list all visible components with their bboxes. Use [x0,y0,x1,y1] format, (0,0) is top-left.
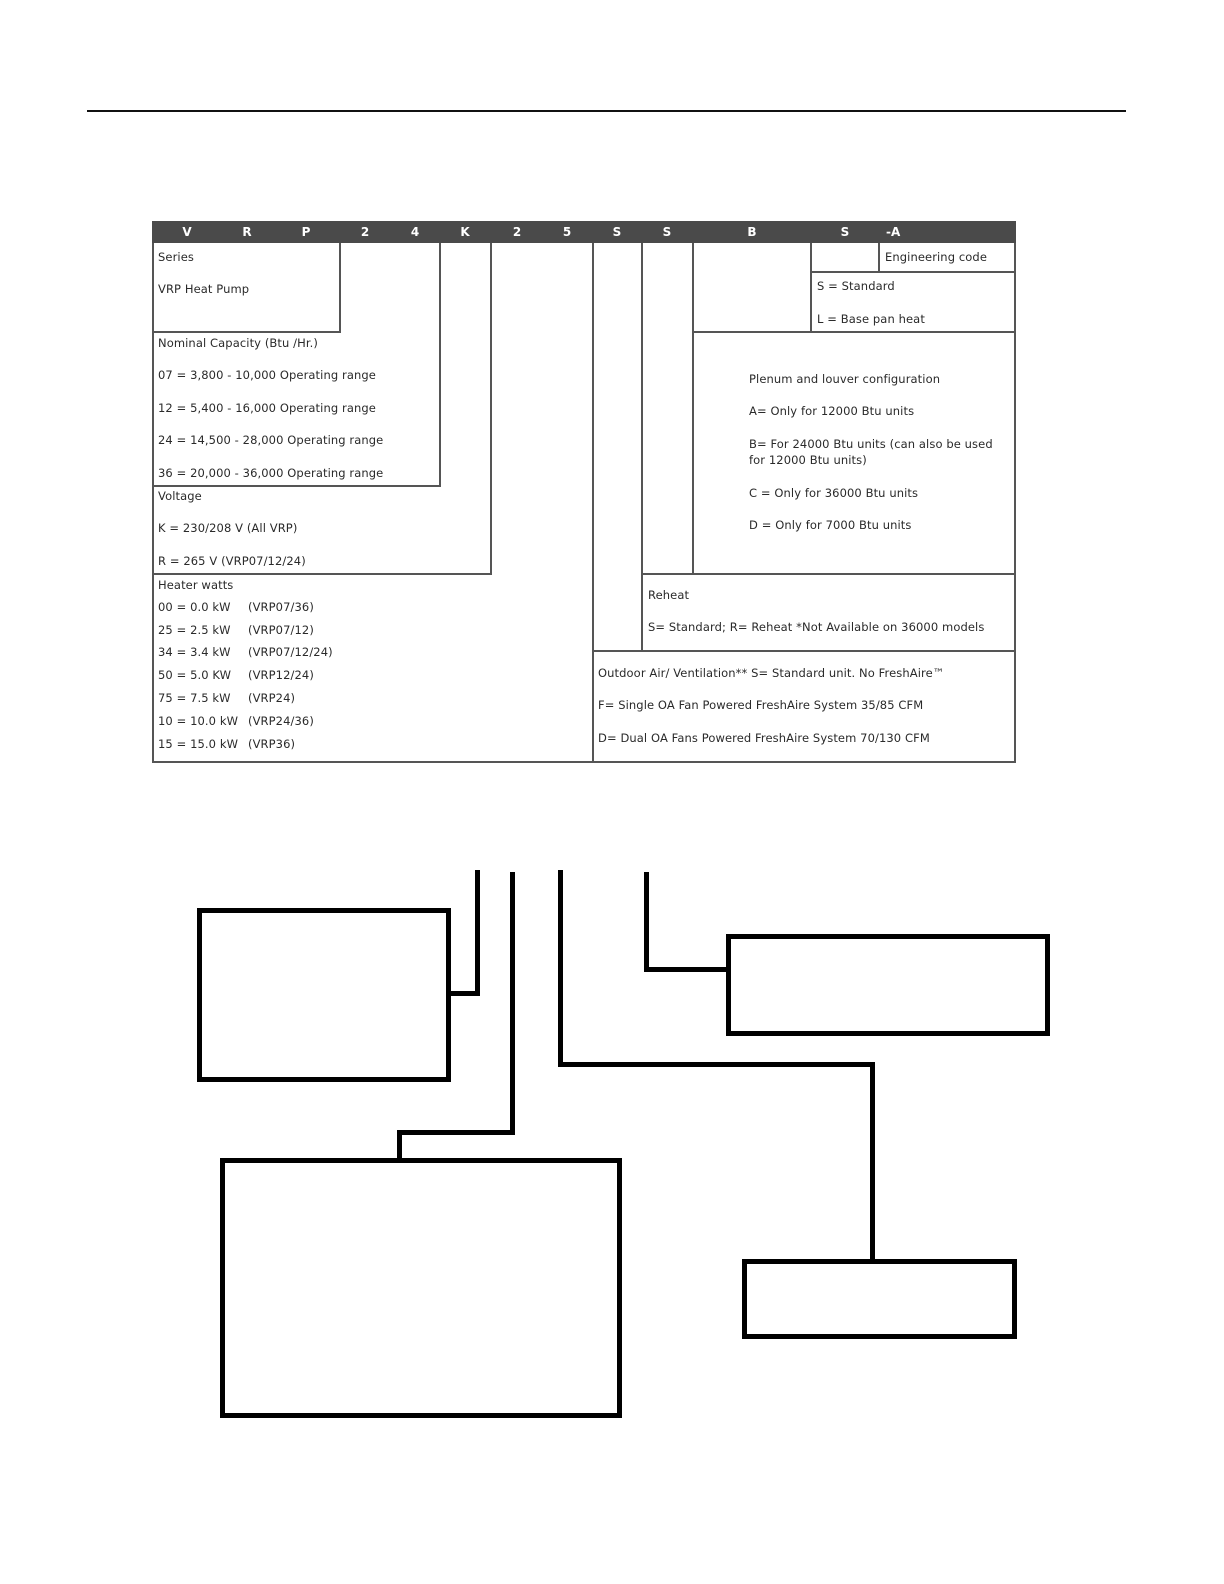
series-right-line [339,243,341,332]
connector-line-1-vertical [475,870,480,996]
capacity-line: 36 = 20,000 - 36,000 Operating range [158,466,384,480]
plenum-line: for 12000 Btu units) [749,453,867,467]
series-bottom-line [152,331,341,333]
voltage-bottom-line [152,573,492,575]
heater-code: 25 = 2.5 kW [158,623,231,637]
heater-models: (VRP07/12/24) [248,645,333,659]
series-title: Series [158,250,194,264]
code-letter-p: P [301,225,311,239]
heater-right-line [592,243,594,762]
plenum-line: D = Only for 7000 Btu units [749,518,912,532]
capacity-line: 24 = 14,500 - 28,000 Operating range [158,433,384,447]
connector-line-2-drop [397,1130,402,1160]
heater-code: 10 = 10.0 kW [158,714,239,728]
code-digit-4: 4 [410,225,420,239]
heater-models: (VRP24/36) [248,714,314,728]
basepan-bottom-line [692,331,1016,333]
callout-box-top-right [726,934,1050,1036]
plenum-left-line [692,243,694,574]
outdoor-air-line: F= Single OA Fan Powered FreshAire System 35/85 CFM [598,698,924,712]
capacity-line: 07 = 3,800 - 10,000 Operating range [158,368,376,382]
code-letter-v: V [182,225,192,239]
code-digit-2b: 2 [512,225,522,239]
voltage-right-line [490,243,492,574]
engineering-left-line [878,243,880,272]
callout-box-bottom-left [220,1158,622,1418]
heater-code: 75 = 7.5 kW [158,691,231,705]
connector-line-1-horizontal [450,991,480,996]
plenum-bottom-line [641,573,1016,575]
outdoor-air-line: D= Dual OA Fans Powered FreshAire System 70/130 CFM [598,731,930,745]
code-letter-s3: S [840,225,850,239]
heater-code: 50 = 5.0 KW [158,668,232,682]
heater-code: 15 = 15.0 kW [158,737,239,751]
plenum-line: A= Only for 12000 Btu units [749,404,915,418]
outdoor-air-line: Outdoor Air/ Ventilation** S= Standard unit. No FreshAire™ [598,666,945,680]
code-digit-5: 5 [562,225,572,239]
reheat-bottom-line [592,650,1016,652]
connector-line-4-horizontal [644,967,728,972]
engineering-bottom-line [810,271,1016,273]
code-letter-r: R [242,225,252,239]
connector-line-3-drop [870,1062,875,1260]
heater-code: 34 = 3.4 kW [158,645,231,659]
heater-code: 00 = 0.0 kW [158,600,231,614]
capacity-right-line [439,243,441,486]
code-letter-s2: S [662,225,672,239]
connector-line-2-horizontal [397,1130,515,1135]
code-suffix-a: -A [886,225,901,239]
capacity-bottom-line [152,485,441,487]
engineering-code-label: Engineering code [885,250,987,264]
basepan-left-line [810,243,812,332]
callout-box-top-left [197,908,451,1082]
basepan-line: S = Standard [817,279,895,293]
capacity-line: 12 = 5,400 - 16,000 Operating range [158,401,376,415]
code-letter-s1: S [612,225,622,239]
outer-right-border [1014,243,1016,763]
voltage-line: R = 265 V (VRP07/12/24) [158,554,306,568]
callout-box-bottom-right [742,1259,1017,1339]
reheat-line: S= Standard; R= Reheat *Not Available on 36000 models [648,620,985,634]
outer-bottom-border [152,761,1016,763]
heater-models: (VRP36) [248,737,296,751]
heater-models: (VRP12/24) [248,668,314,682]
voltage-title: Voltage [158,489,202,503]
series-value: VRP Heat Pump [158,282,250,296]
connector-line-3-vertical [558,870,563,1067]
basepan-line: L = Base pan heat [817,312,925,326]
heater-title: Heater watts [158,578,234,592]
connector-line-3-horizontal [558,1062,875,1067]
code-letter-k: K [460,225,470,239]
heater-models: (VRP07/36) [248,600,314,614]
plenum-line: C = Only for 36000 Btu units [749,486,919,500]
outer-left-border [152,243,154,763]
reheat-title: Reheat [648,588,690,602]
plenum-title: Plenum and louver configuration [749,372,941,386]
reheat-left-line [641,243,643,651]
plenum-line: B= For 24000 Btu units (can also be used [749,437,993,451]
code-letter-b: B [747,225,757,239]
heater-models: (VRP24) [248,691,296,705]
connector-line-4-vertical [644,872,649,972]
capacity-title: Nominal Capacity (Btu /Hr.) [158,336,318,350]
connector-line-2-vertical [510,872,515,1135]
code-digit-2a: 2 [360,225,370,239]
voltage-line: K = 230/208 V (All VRP) [158,521,298,535]
heater-models: (VRP07/12) [248,623,314,637]
